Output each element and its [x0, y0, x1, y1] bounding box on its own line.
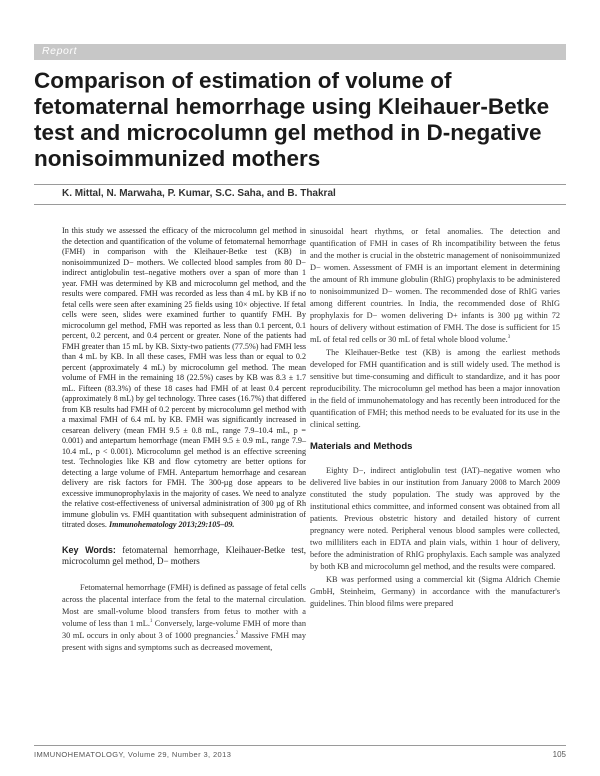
abstract-text: In this study we assessed the efficacy of the microcolumn gel method in the detection and quantification of the volume of fetomaternal hemorrhage (FMH) in comparison with the Kleihauer-Betke test (KB) in nonisoimmunized D− mothers. We collected blood samples from 80 D− indirect antiglobulin test–negative mothers over a span of more than 1 year. FMH was determined by KB and microcolumn gel method, and the results were compared. FMH was recorded as less than 4 mL by KB if no fetal cells were seen after examining 25 fields using 10× objective. If fetal cells were seen, slides were examined further to quantify FMH. By microcolumn gel method, FMH was reported as less than 0.1 percent, 0.1 percent, 0.2 percent, and 0.4 percent or greater. None of the patients had FMH greater than 15 mL by KB. Sixty-two patients (77.5%) had FMH less than 4 mL by KB. In all these cases, FMH was less than or equal to 0.2 percent (approximately 4 mL) by microcolumn gel method. The mean volume of FMH in the remaining 18 (22.5%) cases by KB was 8.3 ± 1.7 mL. Fifteen (83.3%) of these 18 cases had FMH of at least 0.4 percent (approximately 8 mL) by gel technology. Three cases (16.7%) that differed from KB results had FMH of 0.2 percent by microcolumn gel method with a maximal FMH of 6.4 mL by KB. FMH was significantly increased in cesarean delivery (mean FMH 9.5 ± 0.8 mL, range 7.9–10.4 mL, p = 0.001) and antepartum hemorrhage (mean FMH 9.5 ± 0.9 mL, range 7.9–10.4 mL, p < 0.001). Microcolumn gel method is an effective screening test. Technologies like KB and flow cytometry are better options for detecting a large volume of FMH. Antepartum hemorrhage and cesarean delivery are risk factors for FMH. The 300-µg dose appears to be excessive immunoprophylaxis in the majority of cases. We need to analyze the relative cost-effectiveness of universal administration of 300 µg of Rh immune globulin vs. FMH quantitation with subsequent administration of titrated doses.	[62, 226, 306, 529]
intro-text-a: Fetomaternal hemorrhage (FMH) is defined as passage of fetal cells across the placental interface from the fetal to the maternal circulation. Most are small-volume blood transfers from fetus to mother with a volume of less than 1 mL.	[62, 582, 306, 628]
divider-bottom	[34, 204, 566, 205]
footer-journal: IMMUNOHEMATOLOGY, Volume 29, Number 3, 2013	[34, 750, 232, 759]
right-paragraph-2: The Kleihauer-Betke test (KB) is among the earliest methods developed for FMH quantification and is still widely used. The method is sensitive but time-consuming and difficult to standardize, and it has poor reproducibility. The microcolumn gel method has been a major innovation in the field of immunohematology and has recently been introduced for the quantification of FMH; this method needs to be evaluated for its use in the clinical setting.	[310, 348, 560, 429]
divider-top	[34, 184, 566, 185]
section-label: Report	[42, 45, 78, 57]
right-column	[310, 226, 560, 610]
keywords-label: Key Words:	[62, 544, 116, 555]
abstract	[62, 226, 306, 531]
intro-text-c: Massive FMH may present with signs and symptoms such as decreased movement,	[62, 630, 306, 652]
right-paragraph-1-text: sinusoidal heart rhythms, or fetal anomalies. The detection and quantification of FMH in cases of Rh incompatibility between the fetus and the mother is crucial in the obstetric management of nonisoimmunized D− women. Assessment of FMH is an important element in determining the amount of Rh immune globulin (RhIG) prophylaxis to be administered to nonisoimmunized D− women. The recommended dose of RhIG varies among different countries. In India, the recommended dose of RhIG prophylaxis for D− women delivering D+ infants is 300 µg within 72 hours of delivery without estimation of FMH. The dose is sufficient for 15 mL of fetal red cells or 30 mL of fetal whole blood volume.	[310, 227, 560, 344]
methods-paragraph-1: Eighty D−, indirect antiglobulin test (IAT)–negative women who delivered live babies in our institution from January 2008 to March 2009 constituted the study population. The study was approved by the institutional ethics committee, and informed consent was obtained from all patients. Previous obstetric history and detailed history of current pregnancy were noted. Peripheral venous blood samples were collected, two milliliters each in EDTA and plain vials, within 1 hour of delivery, before the administration of RhIG prophylaxis. Each sample was analyzed by both KB and microcolumn gel method, and the results were compared.	[310, 466, 560, 571]
reference-marker: 2	[235, 630, 239, 636]
methods-heading: Materials and Methods	[310, 441, 413, 452]
intro-text-b: Conversely, large-volume FMH of more than 30 mL occurs in only about 3 of 1000 pregnancies.	[62, 618, 306, 640]
keywords	[62, 545, 306, 568]
reference-marker: 3	[507, 335, 511, 341]
left-column	[62, 226, 306, 654]
section-label-bar	[34, 44, 566, 60]
reference-marker: 1	[149, 618, 153, 624]
right-paragraph-1	[310, 226, 560, 346]
article-title: Comparison of estimation of volume of fetomaternal hemorrhage using Kleihauer-Betke test and microcolumn gel method in D-negative nonisoimmunized mothers	[34, 68, 550, 171]
methods-paragraph-2: KB was performed using a commercial kit (Sigma Aldrich Chemie GmbH, Steinheim, Germany) in accordance with the manufacturer's guidelines. Thin blood films were prepared	[310, 575, 560, 608]
abstract-citation: Immunohematology 2013;29:105–09.	[109, 520, 235, 529]
authors: K. Mittal, N. Marwaha, P. Kumar, S.C. Saha, and B. Thakral	[62, 188, 336, 199]
intro-paragraph	[62, 582, 306, 654]
footer-divider	[34, 745, 566, 746]
keywords-text: fetomaternal hemorrhage, Kleihauer-Betke test, microcolumn gel method, D− mothers	[62, 544, 307, 566]
page-number: 105	[552, 750, 566, 759]
